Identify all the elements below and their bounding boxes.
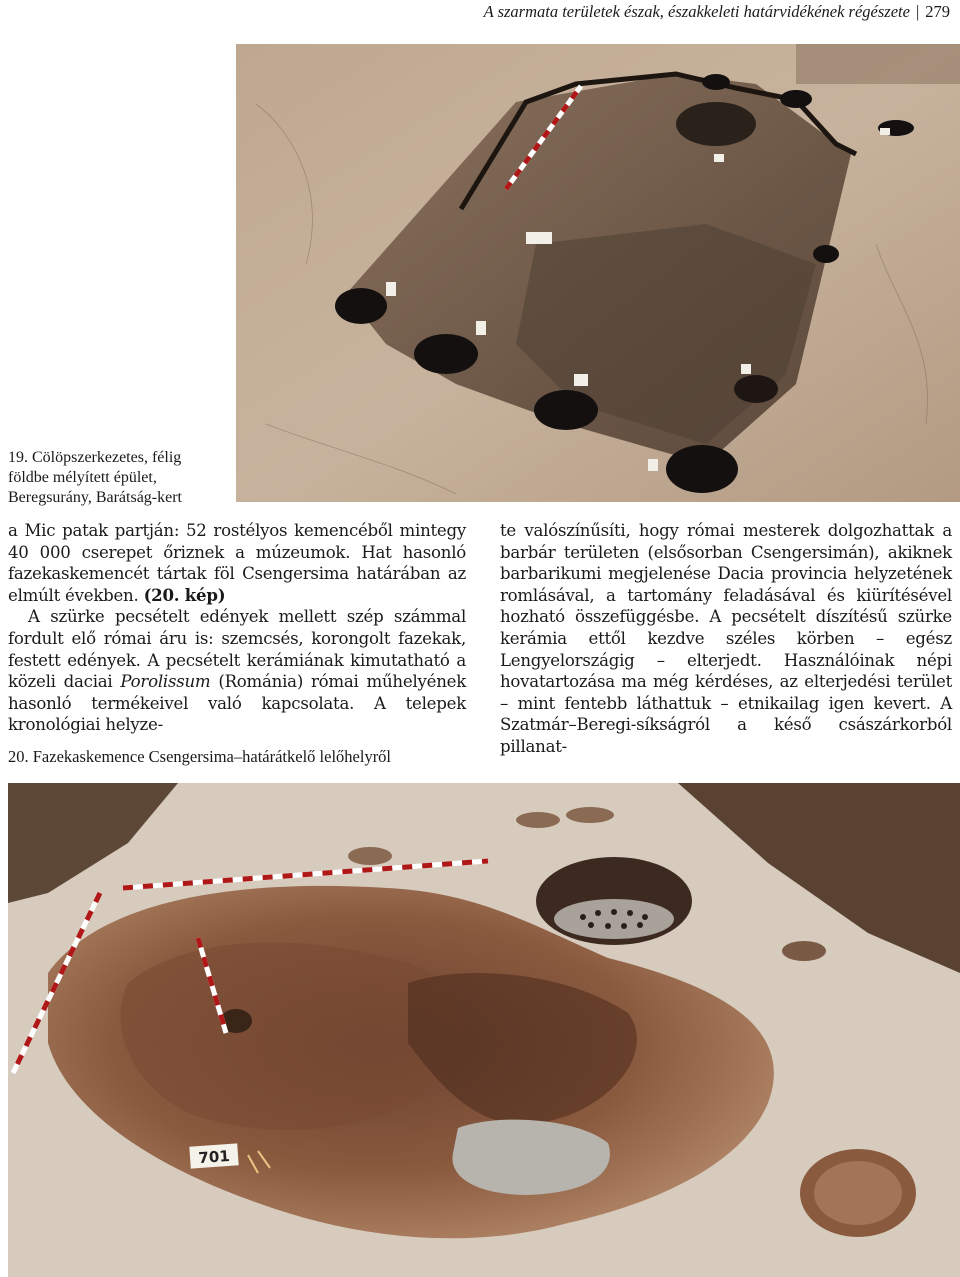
page-number: 279 <box>925 2 950 21</box>
body-column-left <box>8 520 466 736</box>
paragraph: te valószínűsíti, hogy római mesterek dolgozhattak a barbár területen (elsősorban Csengersimán), akiknek barbarikumi megjelenése Dacia provincia helyzetének romlásával, a tartomány feladásával és kiürítésével hozható összefüggésbe. A pecsételt díszítésű szürke kerámia ettől kezdve széles körben – egész Lengyelországig – elterjedt. Használóinak népi hovatartozása ma még kérdéses, az elterjedési terület – mint fentebb láthattuk – etnikailag igen kevert. A Szatmár–Beregi-síkságról a késő császárkorból pillanat- <box>500 521 952 756</box>
italic-term: Porolissum <box>120 672 211 692</box>
running-head-separator: | <box>915 2 920 21</box>
figure-20-photo <box>8 783 960 1277</box>
figure-19-caption <box>8 448 228 508</box>
text-run: (Románia) római műhelyének hasonló termékeivel való kapcsolata. A telepek kronológiai helyze- <box>8 672 467 735</box>
figure-20-caption: 20. Fazekaskemence Csengersima–határátkelő lelőhelyről <box>8 747 392 766</box>
text-run: a Mic patak partján: 52 rostélyos kemencéből mintegy 40 000 cserepet őriznek a múzeumok. Hat hasonló fazekaskemencét tártak föl Csengersima határában az elmúlt években. <box>8 521 466 605</box>
figure-19-caption-line: földbe mélyített épület, <box>8 469 157 486</box>
paragraph <box>8 606 466 736</box>
running-head <box>484 2 950 22</box>
text-run: A szürke pecsételt edények mellett szép számmal fordult elő római áru is: szemcsés, korongolt fazekak, festett edények. A pecsételt kerámiának kimutatható a közeli daciai <box>8 607 466 692</box>
paragraph <box>8 520 466 606</box>
photo-label-701: 701 <box>197 1146 231 1168</box>
figure-19-caption-line: 19. Cölöpszerkezetes, félig <box>8 449 182 466</box>
running-head-title: A szarmata területek észak, északkeleti határvidékének régészete <box>483 2 910 21</box>
figure-19-caption-line: Beregsurány, Barátság-kert <box>8 489 182 506</box>
figure-reference: (20. kép) <box>143 584 226 605</box>
figure-19-photo <box>236 44 960 502</box>
body-column-right <box>500 520 952 758</box>
